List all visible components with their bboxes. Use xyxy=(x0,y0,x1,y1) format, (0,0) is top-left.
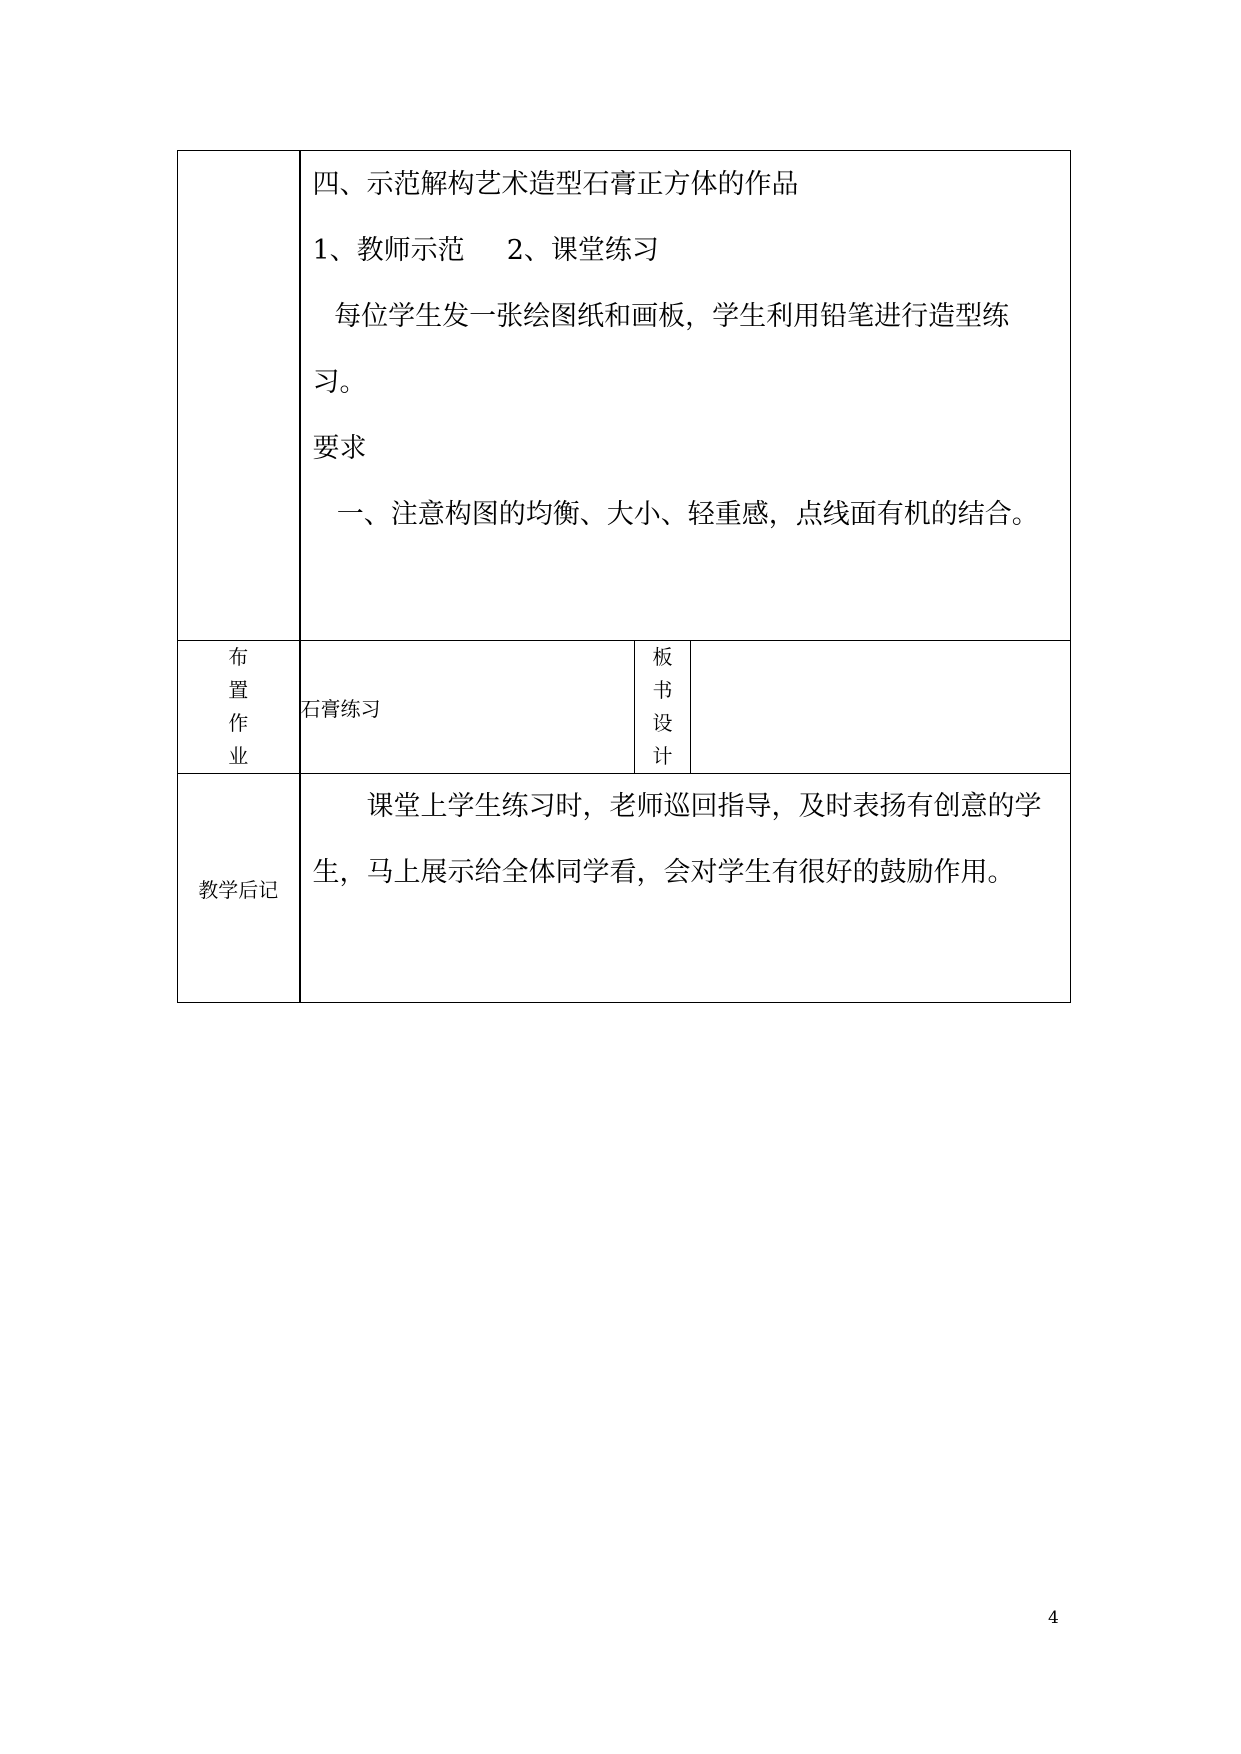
reflection-content: 课堂上学生练习时，老师巡回指导，及时表扬有创意的学生，马上展示给全体同学看，会对学生有很好的鼓励作用。 xyxy=(312,791,1042,888)
activity-row xyxy=(178,151,1071,641)
board-design-label-cell xyxy=(635,641,691,774)
homework-label-char: 业 xyxy=(228,744,249,768)
reflection-row xyxy=(178,774,1071,1003)
homework-label-char: 布 xyxy=(228,645,249,669)
page-number: 4 xyxy=(1048,1608,1059,1628)
homework-row xyxy=(178,641,1071,774)
activity-content-cell xyxy=(300,151,1071,641)
board-design-label xyxy=(635,641,690,773)
board-label-char: 板 xyxy=(652,645,673,669)
homework-label xyxy=(178,641,299,773)
homework-label-char: 作 xyxy=(228,711,249,735)
step-class-practice: 2、课堂练习 xyxy=(506,235,659,266)
activity-label-cell xyxy=(178,151,300,641)
board-label-char: 设 xyxy=(652,711,673,735)
activity-steps xyxy=(313,218,1061,284)
activity-heading: 四、示范解构艺术造型石膏正方体的作品 xyxy=(312,169,799,200)
reflection-content-cell xyxy=(300,774,1071,1003)
reflection-label: 教学后记 xyxy=(178,774,300,1003)
step-teacher-demo: 1、教师示范 xyxy=(312,235,465,266)
homework-label-char: 置 xyxy=(228,678,249,702)
board-design-content xyxy=(691,641,1071,774)
activity-description: 每位学生发一张绘图纸和画板，学生利用铅笔进行造型练习。 xyxy=(312,301,1010,398)
board-label-char: 计 xyxy=(652,744,673,768)
requirements-title: 要求 xyxy=(312,433,367,464)
requirement-item: 一、注意构图的均衡、大小、轻重感，点线面有机的结合。 xyxy=(336,499,1039,530)
homework-content: 石膏练习 xyxy=(300,641,635,774)
activity-text xyxy=(301,151,1071,548)
board-label-char: 书 xyxy=(652,678,673,702)
lesson-plan-table xyxy=(177,150,1071,1003)
lesson-plan-table-wrapper xyxy=(177,150,1070,1003)
homework-label-cell xyxy=(178,641,300,774)
